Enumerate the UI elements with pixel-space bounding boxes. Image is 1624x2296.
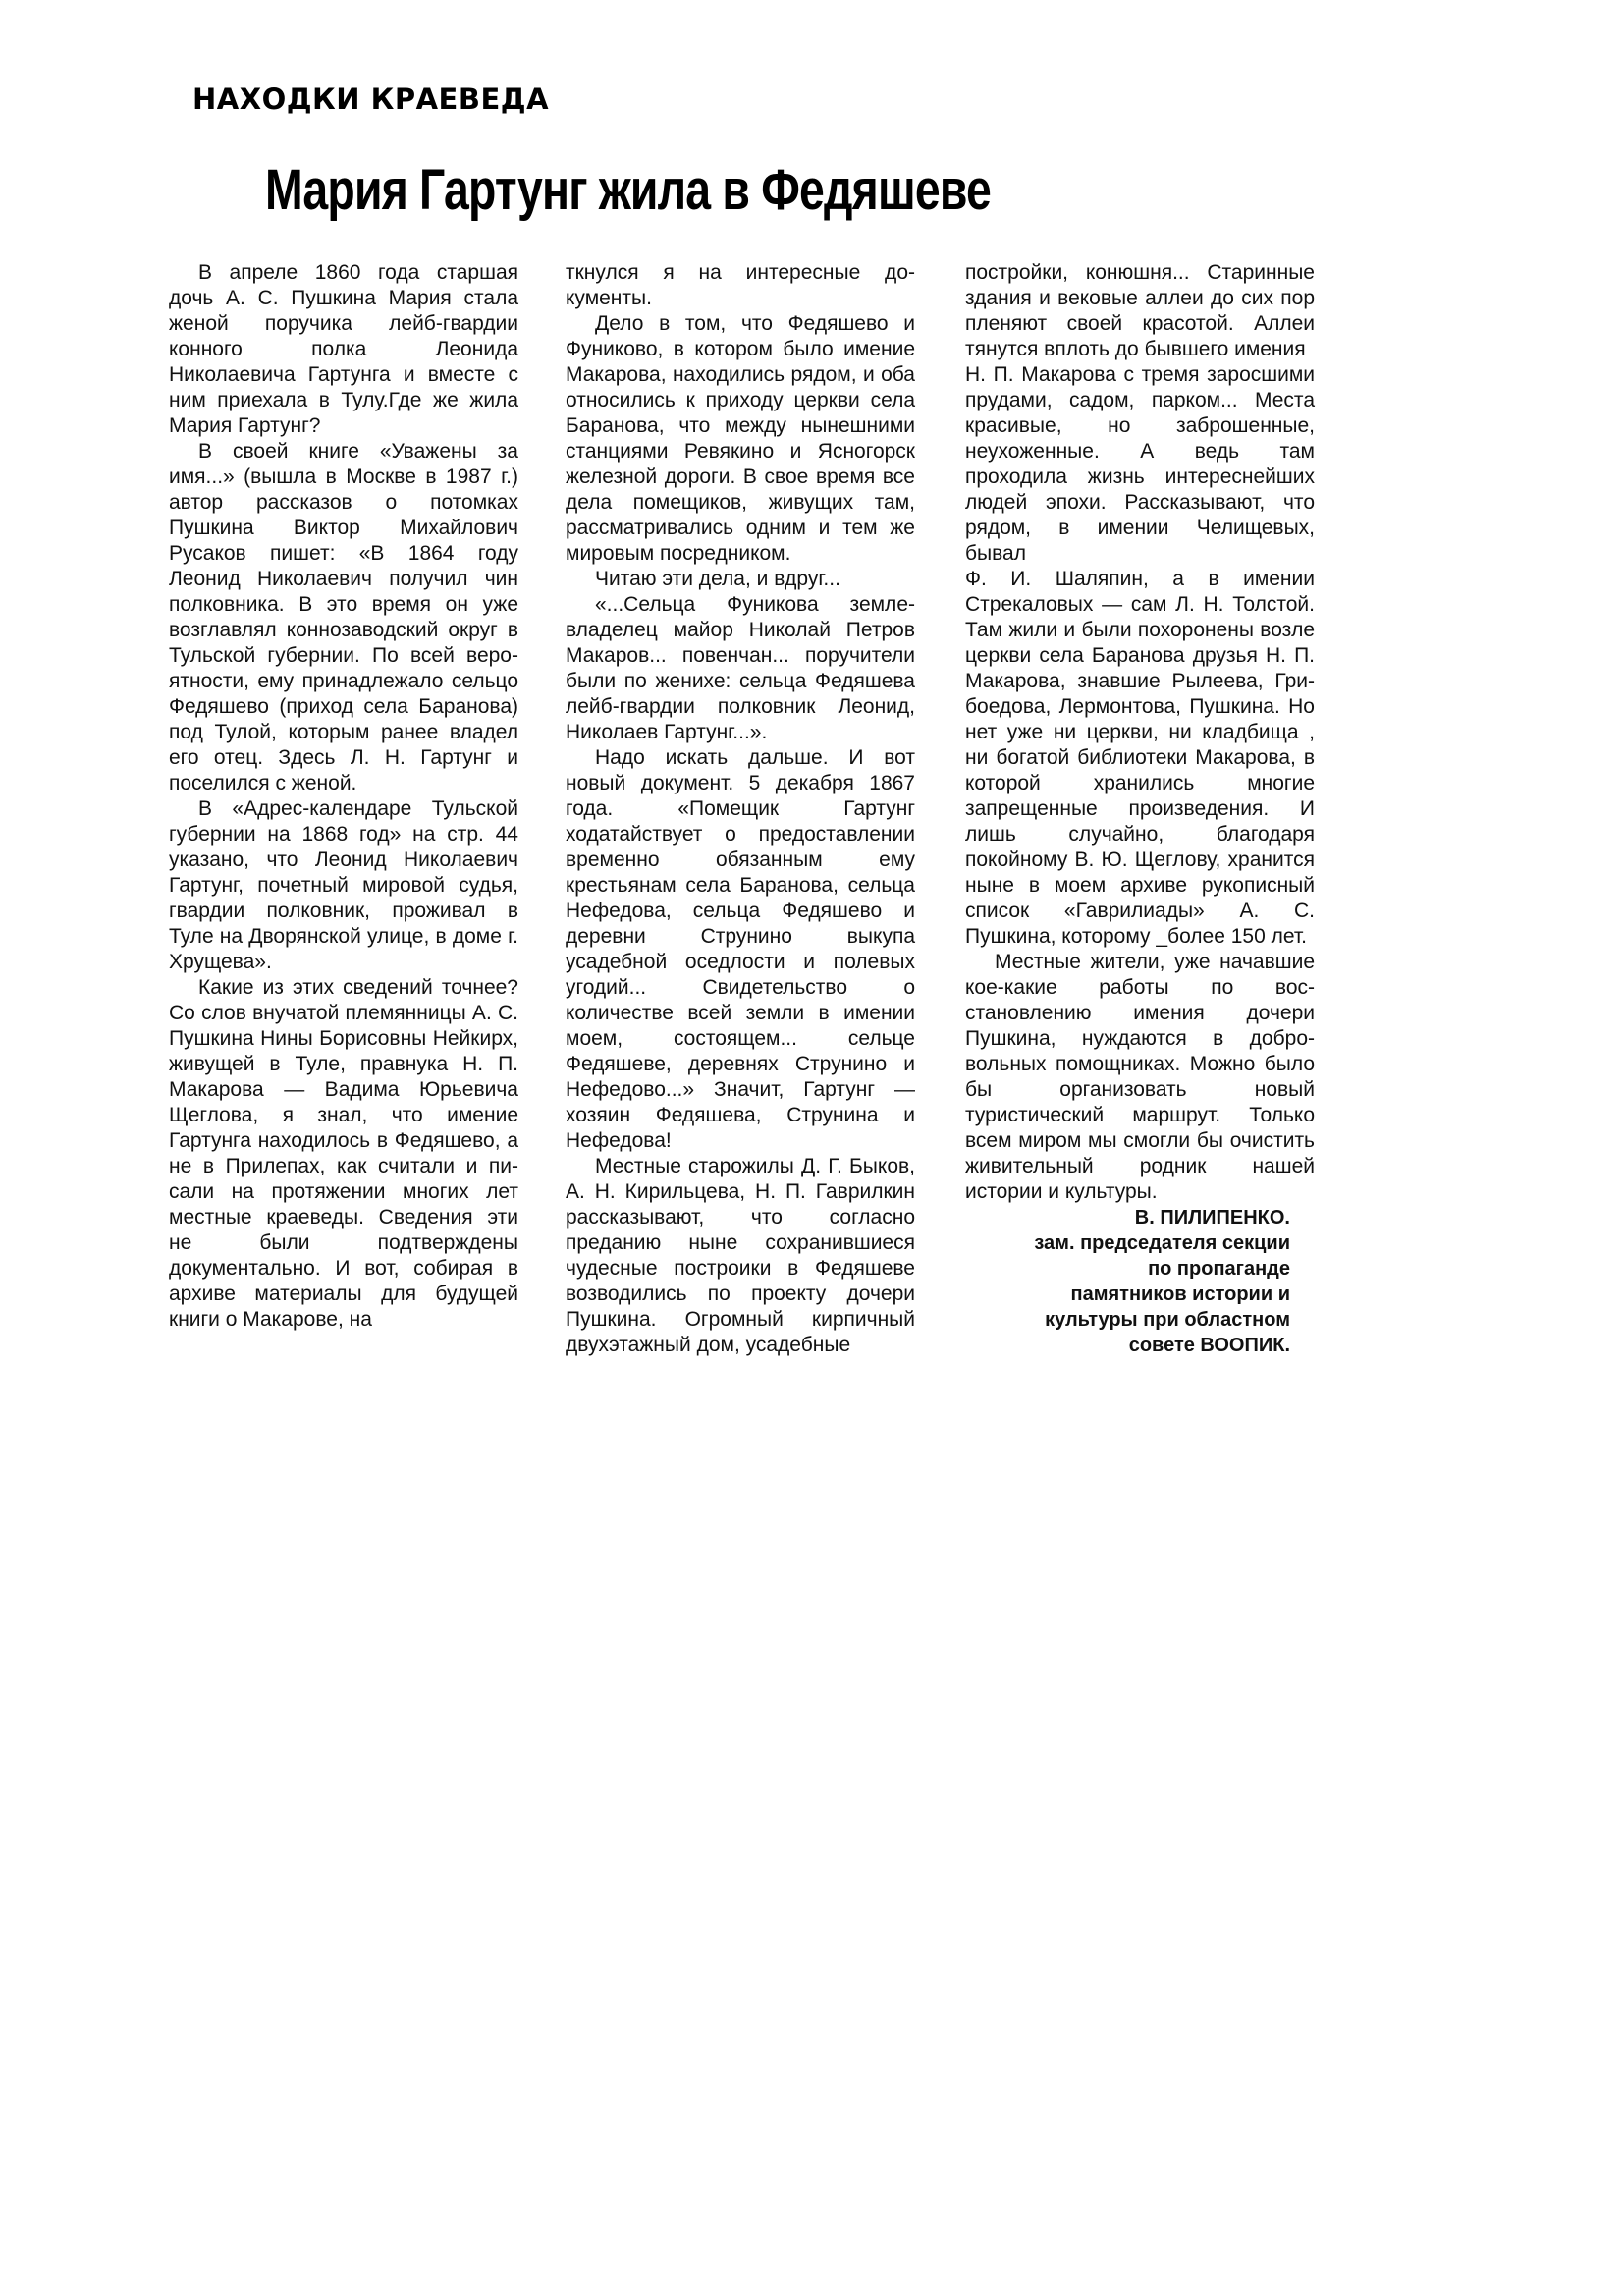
article-column-1 [169,260,518,1333]
paragraph: Какие из этих сведений точнее? Со слов внучатой племянницы А. С. Пушкина Нины Борисовны Нейкирх, живущей в Туле, правнука Н. П. Макарова — Вадима Юрьевича Щеглова, я знал, что имение Гартунга находилось в Федяшево, а не в Прилепах, как считали и писали на протяжении многих лет местные краеведы. Сведения эти не были подтверждены документально. И вот, собирая в архиве материалы для будущей книги о Макарове, на [169,976,518,1331]
paragraph: Местные жители, уже начавшие кое-какие работы по восстановлению имения дочери Пушкина, нуждаются в добровольных помощниках. Можно было бы организовать новый туристический маршрут. Только всем миром мы смогли бы очистить живительный родник нашей истории и культуры. [965,951,1315,1203]
paragraph: Н. П. Макарова с тремя заросшими прудами, садом, парком... Места красивые, но заброшенные, неухоженные. А ведь там проходила жизнь интереснейших людей эпохи. Рассказывают, что рядом, в имении Челищевых, бывал [965,363,1315,565]
paragraph: Ф. И. Шаляпин, а в имении Стрекаловых — сам Л. Н. Толстой. Там жили и были похоронены возле церкви села Баранова друзья Н. П. Макарова, знавшие Рылеева, Грибоедова, Лермонтова, Пушкина. Но нет уже ни церкви, ни кладбища , ни богатой библиотеки Макарова, в которой хранились многие запрещенные произведения. И лишь случайно, благодаря покойному В. Ю. Щеглову, хранится ныне в моем архиве рукописный список «Гаврилиады» А. С. Пушкина, которому _более 150 лет. [965,568,1315,948]
article-column-2 [566,260,915,1358]
section-rubric: НАХОДКИ КРАЕВЕДА [192,82,550,116]
paragraph: ткнулся я на интересные документы. [566,261,915,309]
paragraph: постройки, конюшня... Старинные здания и вековые аллеи до сих пор пленяют своей красотой. Аллеи тянутся вплоть до бывшего имения [965,261,1315,360]
article-column-3 [965,260,1315,1358]
author-signature [965,1205,1315,1358]
author-title-line: памятников истории и [1070,1284,1290,1305]
author-title-line: совете ВООПИК. [1128,1335,1290,1356]
paragraph: В своей книге «Уважены за имя...» (вышла в Москве в 1987 г.) автор рассказов о потомках Пушкина Виктор Михайлович Русаков пишет: «В 1864 году Леонид Николаевич получил чин полковника. В это время он уже возглавлял коннозаводский округ в Тульской губернии. По всей вероятности, ему принадлежало сельцо Федяшево (приход села Баранова) под Тулой, которым ранее владел его отец. Здесь Л. Н. Гартунг и поселился с женой. [169,440,518,794]
author-title-line: зам. председателя секции [1034,1232,1290,1254]
paragraph: Дело в том, что Федяшево и Фуниково, в котором было имение Макарова, находились рядом, и оба относились к приходу церкви села Баранова, что между нынешними станциями Ревякино и Ясногорск железной дороги. В свое время все дела помещиков, живущих там, рассматривались одним и тем же мировым посредником. [566,312,915,565]
paragraph: Надо искать дальше. И вот новый документ. 5 декабря 1867 года. «Помещик Гартунг ходатайствует о предоставлении временно обязанным ему крестьянам села Баранова, сельца Нефедова, сельца Федяшево и деревни Струнино выкупа усадебной оседлости и полевых угодий... Свидетельство о количестве всей земли в имении моем, состоящем... сельце Федяшеве, деревнях Струнино и Нефедово...» Значит, Гартунг — хозяин Федяшева, Струнина и Нефедова! [566,746,915,1152]
author-name: В. ПИЛИПЕНКО. [1134,1207,1290,1229]
author-title-line: по пропаганде [1148,1258,1290,1280]
paragraph: В апреле 1860 года старшая дочь А. С. Пушкина Мария стала женой поручика лейб-гвардии конного полка Леонида Николаевича Гартунга и вместе с ним приехала в Тулу.Где же жила Мария Гартунг? [169,261,518,437]
author-title-line: культуры при областном [1045,1309,1290,1331]
paragraph: «...Сельца Фуникова землевладелец майор Николай Петров Макаров... повенчан... поручители были по женихе: сельца Федяшева лейб-гвардии полковник Леонид, Николаев Гартунг...». [566,593,915,743]
paragraph: Местные старожилы Д. Г. Быков, А. Н. Кирильцева, Н. П. Гаврилкин рассказывают, что согласно преданию ныне сохранившиеся чудесные построики в Федяшеве возводились по проекту дочери Пушкина. Огромный кирпичный двухэтажный дом, усадебные [566,1155,915,1356]
article-headline: Мария Гартунг жила в Федяшеве [265,158,991,222]
paragraph: Читаю эти дела, и вдруг... [595,568,840,590]
paragraph: В «Адрес-календаре Тульской губернии на 1868 год» на стр. 44 указано, что Леонид Николаевич Гартунг, почетный мировой судья, гвардии полковник, проживал в Туле на Дворянской улице, в доме г. Хрущева». [169,797,518,973]
